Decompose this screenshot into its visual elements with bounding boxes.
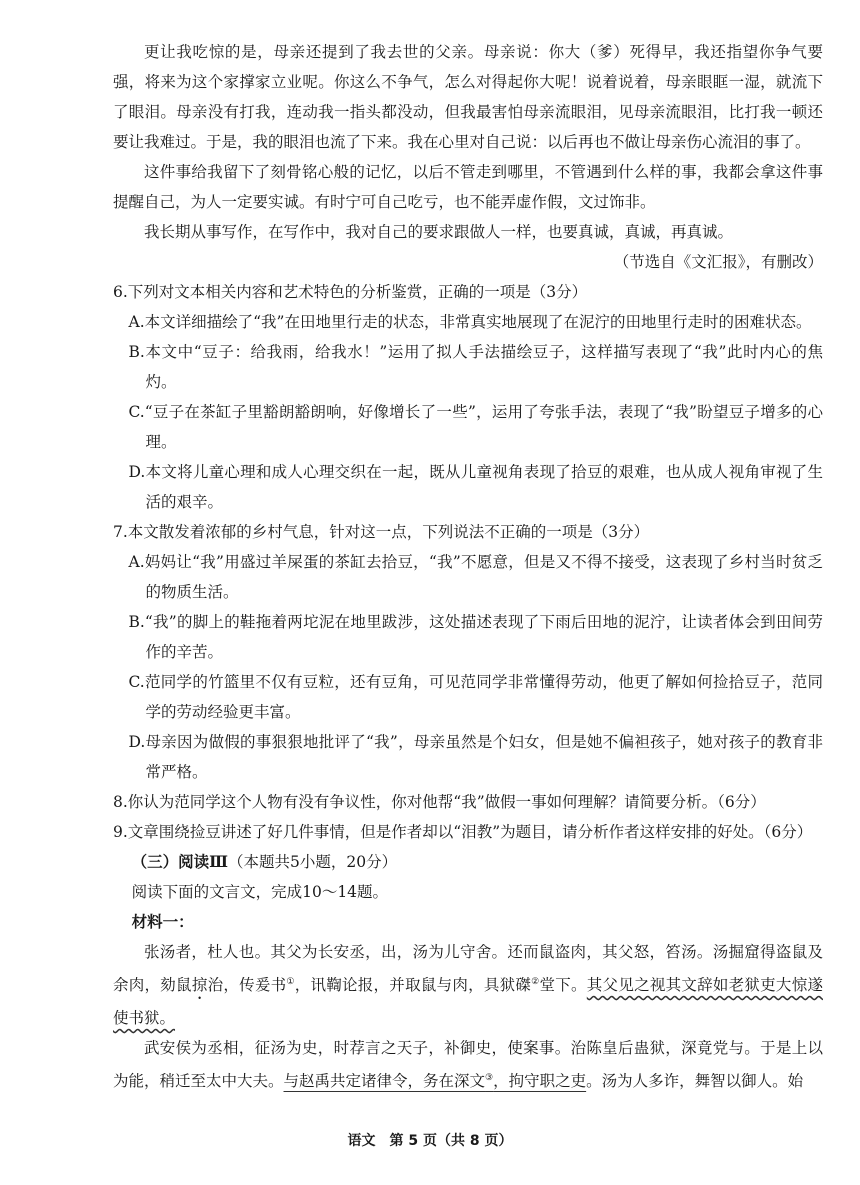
question-6-option-a: A.本文详细描绘了“我”在田地里行走的状态，非常真实地展现了在泥泞的田地里行走时的困难状态。 [128, 313, 812, 331]
classical-text-paragraph-1 [113, 937, 823, 1033]
classical-text-1a: 张汤者，杜人也。其父为长安丞，出，汤为儿守舍。还而鼠盗肉，其父怒，笞汤。汤掘窟得盗鼠及余肉，劾鼠 [113, 943, 823, 995]
footnote-mark-1: ① [286, 977, 295, 987]
underlined-sentence-a: 与赵禹共定诸律令，务在深文 [283, 1072, 486, 1091]
section-3-instruction: 阅读下面的文言文，完成10～14题。 [131, 883, 389, 901]
passage-paragraph-2: 这件事给我留下了刻骨铭心般的记忆，以后不管走到哪里，不管遇到什么样的事，我都会拿这件事提醒自己，为人一定要实诚。有时宁可自己吃亏，也不能弄虚作假，文过饰非。 [113, 163, 823, 211]
question-7-option-d: D.母亲因为做假的事狠狠地批评了“我”，母亲虽然是个妇女，但是她不偏袒孩子，她对孩子的教育非常严格。 [128, 733, 823, 781]
question-7-option-c: C.范同学的竹篮里不仅有豆粒，还有豆角，可见范同学非常懂得劳动，他更了解如何捡拾豆子，范同学的劳动经验更丰富。 [128, 673, 823, 721]
footnote-mark-3: ③ [485, 1073, 494, 1084]
classical-text-2b: 。汤为人多诈，舞智以御人。始 [586, 1072, 804, 1091]
question-7 [113, 517, 823, 787]
question-7-option-a: A.妈妈让“我”用盛过羊屎蛋的茶缸去拾豆，“我”不愿意，但是又不得不接受，这表现了乡村当时贫乏的物质生活。 [128, 553, 823, 601]
wavy-underlined-sentence: 其父见之视其文辞如老狱吏大惊遂使书狱。 [113, 976, 823, 1028]
page-footer: 语文 第 5 页（共 8 页） [347, 1133, 513, 1149]
classical-text-2a: 武安侯为丞相，征汤为史，时荐言之天子，补御史，使案事。治陈皇后蛊狱，深竟党与。于是上以为能，稍迁至太中大夫。 [113, 1039, 823, 1091]
classical-text-paragraph-2 [113, 1033, 823, 1096]
question-6-option-d: D.本文将儿童心理和成人心理交织在一起，既从儿童视角表现了拾豆的艰难，也从成人视角审视了生活的艰辛。 [128, 463, 823, 511]
question-8: 8.你认为范同学这个人物有没有争议性，你对他帮“我”做假一事如何理解？请简要分析。（6分） [113, 793, 766, 811]
question-6-stem: 6.下列对文本相关内容和艺术特色的分析鉴赏，正确的一项是（3分） [113, 283, 588, 301]
underlined-sentence [284, 1072, 587, 1090]
question-6-option-b: B.本文中“豆子：给我雨，给我水！”运用了拟人手法描绘豆子，这样描写表现了“我”此时内心的焦灼。 [128, 343, 823, 391]
emphasized-char: 掠 [191, 976, 208, 995]
question-7-stem: 7.本文散发着浓郁的乡村气息，针对这一点，下列说法不正确的一项是（3分） [113, 523, 650, 541]
passage-body [113, 37, 823, 1096]
footnote-mark-2: ② [531, 977, 540, 987]
passage-paragraph-3: 我长期从事写作，在写作中，我对自己的要求跟做人一样，也要真诚，真诚，再真诚。 [144, 223, 734, 241]
question-7-option-b: B.“我”的脚上的鞋拖着两坨泥在地里跋涉，这处描述表现了下雨后田地的泥泞，让读者体会到田间劳作的辛苦。 [128, 613, 823, 661]
section-3-note: （本题共5小题，20分） [227, 853, 398, 871]
classical-text-1c: ，讯鞫论报，并取鼠与肉，具狱磔 [294, 976, 532, 995]
passage-source: （节选自《文汇报》，有删改） [613, 253, 823, 271]
section-3-heading [113, 847, 823, 877]
question-9: 9.文章围绕捡豆讲述了好几件事情，但是作者却以“泪教”为题目，请分析作者这样安排的好处。（6分） [113, 823, 813, 841]
section-3-title: （三）阅读Ⅲ [131, 852, 228, 871]
passage-paragraph-1: 更让我吃惊的是，母亲还提到了我去世的父亲。母亲说：你大（爹）死得早，我还指望你争气要强，将来为这个家撑家立业呢。你这么不争气，怎么对得起你大呢！说着说着，母亲眼眶一湿，就流下了眼泪。母亲没有打我，连动我一指头都没动，但我最害怕母亲流眼泪，见母亲流眼泪，比打我一顿还要让我难过。于是，我的眼泪也流了下来。我在心里对自己说：以后再也不做让母亲伤心流泪的事了。 [113, 43, 823, 151]
classical-text-1b: 治，传爰书 [207, 976, 287, 995]
question-6 [113, 277, 823, 517]
classical-text-1d: 堂下。 [539, 976, 587, 995]
underlined-sentence-b: ，拘守职之吏 [493, 1072, 587, 1091]
question-6-option-c: C.“豆子在茶缸子里豁朗豁朗响，好像增长了一些”，运用了夸张手法，表现了“我”盼望豆子增多的心理。 [128, 403, 823, 451]
material-1-label: 材料一： [131, 912, 194, 931]
